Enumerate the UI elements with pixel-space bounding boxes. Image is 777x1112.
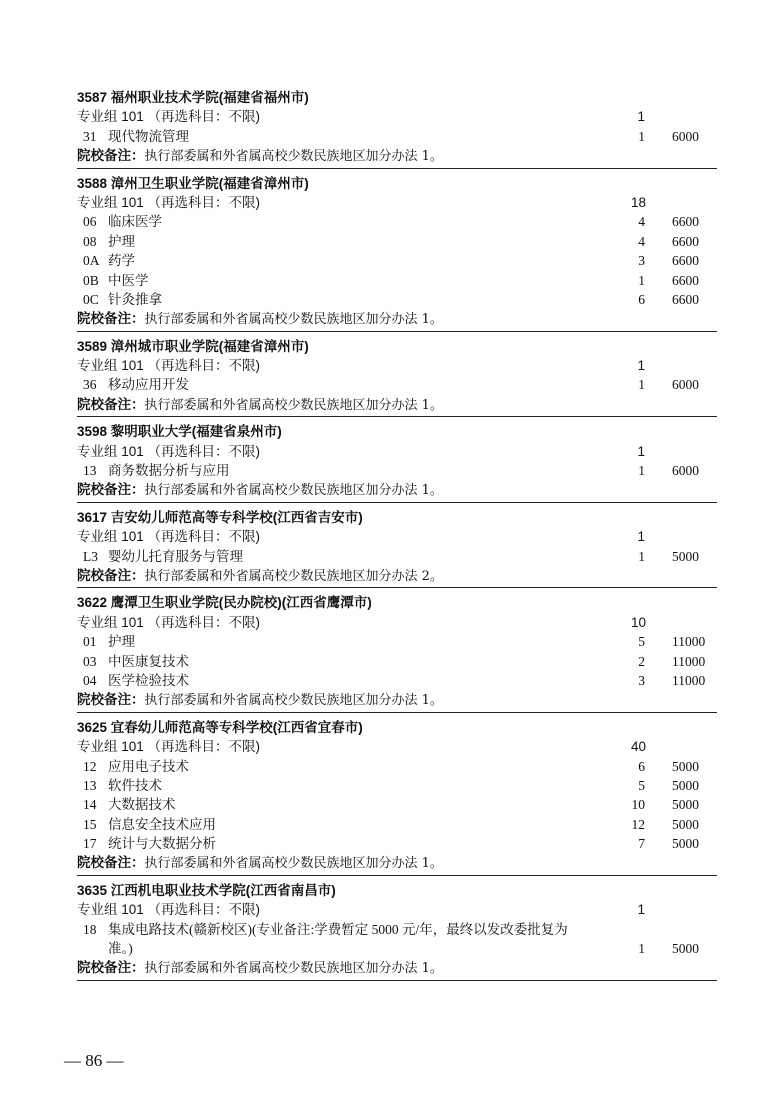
major-name: 临床医学 xyxy=(108,214,162,230)
school-title: 3625 宜春幼儿师范高等专科学校(江西省宜春市) xyxy=(77,719,363,735)
major-code: L3 xyxy=(83,548,98,564)
major-group-row xyxy=(77,356,717,375)
major-tuition-fee: 5000 xyxy=(672,797,699,813)
major-plan-count: 3 xyxy=(638,253,645,269)
major-name: 商务数据分析与应用 xyxy=(108,463,230,479)
school-note xyxy=(77,146,717,165)
major-plan-count: 4 xyxy=(638,214,645,230)
school-block xyxy=(77,88,717,169)
major-group-label: 专业组 101 （再选科目：不限) xyxy=(77,739,261,755)
school-block xyxy=(77,174,717,332)
major-code: 18 xyxy=(83,921,97,937)
major-group-row xyxy=(77,900,717,919)
page-number: — 86 — xyxy=(64,1051,124,1070)
major-group-label: 专业组 101 （再选科目：不限) xyxy=(77,109,261,125)
school-note-text: 执行部委属和外省属高校少数民族地区加分办法 1。 xyxy=(144,149,443,165)
major-code: 0B xyxy=(83,272,99,288)
section-divider xyxy=(77,416,717,417)
major-name: 信息安全技术应用 xyxy=(108,816,216,832)
major-code: 31 xyxy=(83,128,97,144)
major-tuition-fee: 6000 xyxy=(672,463,699,479)
major-group-label: 专业组 101 （再选科目：不限) xyxy=(77,443,261,459)
major-code: 36 xyxy=(83,377,97,393)
school-note-label: 院校备注： xyxy=(77,960,145,976)
major-code: 13 xyxy=(83,777,97,793)
major-tuition-fee: 5000 xyxy=(672,548,699,564)
major-plan-count: 10 xyxy=(631,797,645,813)
school-note-text: 执行部委属和外省属高校少数民族地区加分办法 2。 xyxy=(144,568,443,584)
section-divider xyxy=(77,502,717,503)
school-note xyxy=(77,958,717,977)
school-title: 3589 漳州城市职业学院(福建省漳州市) xyxy=(77,338,309,354)
major-plan-count: 3 xyxy=(638,672,645,688)
major-tuition-fee: 6600 xyxy=(672,233,699,249)
major-plan-count: 1 xyxy=(638,377,645,393)
major-row xyxy=(77,671,717,690)
major-code: 06 xyxy=(83,214,97,230)
school-note-label: 院校备注： xyxy=(77,692,145,708)
major-group-label: 专业组 101 （再选科目：不限) xyxy=(77,529,261,545)
major-row xyxy=(77,251,717,270)
major-plan-count: 7 xyxy=(638,836,645,852)
major-code: 08 xyxy=(83,233,97,249)
major-group-count: 18 xyxy=(631,194,647,210)
major-tuition-fee: 6600 xyxy=(672,253,699,269)
major-code: 01 xyxy=(83,634,97,650)
major-row xyxy=(77,547,717,566)
major-tuition-fee: 6600 xyxy=(672,291,699,307)
major-row xyxy=(77,834,717,853)
major-plan-count: 2 xyxy=(638,653,645,669)
major-code: 04 xyxy=(83,672,97,688)
major-tuition-fee: 5000 xyxy=(672,836,699,852)
major-plan-count: 1 xyxy=(638,272,645,288)
major-name: 统计与大数据分析 xyxy=(108,836,216,852)
school-note xyxy=(77,853,717,872)
section-divider xyxy=(77,587,717,588)
major-row xyxy=(77,271,717,290)
major-name: 护理 xyxy=(108,634,135,650)
major-tuition-fee: 11000 xyxy=(672,653,706,669)
school-note-text: 执行部委属和外省属高校少数民族地区加分办法 1。 xyxy=(144,693,443,709)
major-plan-count: 4 xyxy=(638,233,645,249)
section-divider xyxy=(77,875,717,876)
major-plan-count: 1 xyxy=(638,128,645,144)
major-tuition-fee: 6000 xyxy=(672,377,699,393)
major-name: 大数据技术 xyxy=(108,797,176,813)
major-plan-count: 1 xyxy=(638,941,645,957)
major-tuition-fee: 11000 xyxy=(672,634,706,650)
school-note-text: 执行部委属和外省属高校少数民族地区加分办法 1。 xyxy=(144,397,443,413)
major-tuition-fee: 5000 xyxy=(672,816,699,832)
major-group-row xyxy=(77,527,717,546)
major-group-count: 40 xyxy=(631,739,647,755)
school-note-text: 执行部委属和外省属高校少数民族地区加分办法 1。 xyxy=(144,856,443,872)
major-name: 中医学 xyxy=(108,272,149,288)
major-plan-count: 6 xyxy=(638,758,645,774)
school-note-text: 执行部委属和外省属高校少数民族地区加分办法 1。 xyxy=(144,312,443,328)
major-row xyxy=(77,795,717,814)
major-group-row xyxy=(77,613,717,632)
school-block xyxy=(77,508,717,589)
major-group-row xyxy=(77,737,717,756)
major-row xyxy=(77,232,717,251)
school-note xyxy=(77,309,717,328)
major-group-row xyxy=(77,193,717,212)
major-row xyxy=(77,632,717,651)
major-row xyxy=(77,652,717,671)
section-divider xyxy=(77,168,717,169)
major-row xyxy=(77,757,717,776)
school-title: 3622 鹰潭卫生职业学院(民办院校)(江西省鹰潭市) xyxy=(77,595,372,611)
major-name: 护理 xyxy=(108,233,135,249)
school-note xyxy=(77,395,717,414)
school-title: 3598 黎明职业大学(福建省泉州市) xyxy=(77,424,282,440)
major-group-label: 专业组 101 （再选科目：不限) xyxy=(77,902,261,918)
major-code: 0A xyxy=(83,253,100,269)
school-note-label: 院校备注： xyxy=(77,855,145,871)
school-note-label: 院校备注： xyxy=(77,567,145,583)
major-plan-count: 6 xyxy=(638,291,645,307)
major-tuition-fee: 5000 xyxy=(672,941,699,957)
major-plan-count: 1 xyxy=(638,463,645,479)
school-block xyxy=(77,718,717,876)
major-row xyxy=(77,290,717,309)
major-row xyxy=(77,461,717,480)
major-group-count: 1 xyxy=(637,902,645,918)
school-title: 3588 漳州卫生职业学院(福建省漳州市) xyxy=(77,175,309,191)
school-note-label: 院校备注： xyxy=(77,396,145,412)
school-note-label: 院校备注： xyxy=(77,311,145,327)
major-group-label: 专业组 101 （再选科目：不限) xyxy=(77,194,261,210)
major-code: 15 xyxy=(83,816,97,832)
major-plan-count: 12 xyxy=(631,816,645,832)
admission-listing xyxy=(77,88,717,986)
major-plan-count: 5 xyxy=(638,777,645,793)
major-row xyxy=(77,375,717,394)
major-group-count: 1 xyxy=(637,358,645,374)
major-row xyxy=(77,127,717,146)
school-note-text: 执行部委属和外省属高校少数民族地区加分办法 1。 xyxy=(144,961,443,977)
major-tuition-fee: 6000 xyxy=(672,128,699,144)
major-name: 集成电路技术(赣新校区)(专业备注:学费暂定 5000 元/年，最终以发改委批复为准。) xyxy=(108,921,568,957)
major-group-row xyxy=(77,442,717,461)
major-name: 针灸推拿 xyxy=(108,291,162,307)
school-title: 3587 福州职业技术学院(福建省福州市) xyxy=(77,90,309,105)
major-name: 婴幼儿托育服务与管理 xyxy=(108,548,243,564)
major-plan-count: 5 xyxy=(638,634,645,650)
school-note-text: 执行部委属和外省属高校少数民族地区加分办法 1。 xyxy=(144,483,443,499)
school-note xyxy=(77,690,717,709)
school-block xyxy=(77,881,717,981)
major-group-count: 10 xyxy=(631,614,647,630)
section-divider xyxy=(77,331,717,332)
school-note xyxy=(77,480,717,499)
major-code: 12 xyxy=(83,758,97,774)
school-block xyxy=(77,337,717,418)
major-group-row xyxy=(77,107,717,126)
major-plan-count: 1 xyxy=(638,548,645,564)
major-tuition-fee: 5000 xyxy=(672,758,699,774)
major-tuition-fee: 6600 xyxy=(672,214,699,230)
school-note xyxy=(77,566,717,585)
major-row xyxy=(77,920,717,959)
major-group-count: 1 xyxy=(637,529,645,545)
school-block xyxy=(77,422,717,503)
section-divider xyxy=(77,712,717,713)
major-tuition-fee: 6600 xyxy=(672,272,699,288)
major-name: 应用电子技术 xyxy=(108,758,189,774)
section-divider xyxy=(77,980,717,981)
school-title: 3617 吉安幼儿师范高等专科学校(江西省吉安市) xyxy=(77,509,363,525)
major-code: 17 xyxy=(83,836,97,852)
major-group-label: 专业组 101 （再选科目：不限) xyxy=(77,358,261,374)
major-name: 中医康复技术 xyxy=(108,653,189,669)
school-note-label: 院校备注： xyxy=(77,148,145,164)
major-tuition-fee: 11000 xyxy=(672,672,706,688)
school-title: 3635 江西机电职业技术学院(江西省南昌市) xyxy=(77,882,336,898)
major-name: 药学 xyxy=(108,253,135,269)
major-tuition-fee: 5000 xyxy=(672,777,699,793)
major-name: 移动应用开发 xyxy=(108,377,189,393)
major-group-count: 1 xyxy=(637,109,645,125)
major-group-label: 专业组 101 （再选科目：不限) xyxy=(77,614,261,630)
major-row xyxy=(77,815,717,834)
major-name: 医学检验技术 xyxy=(108,672,189,688)
major-row xyxy=(77,776,717,795)
school-note-label: 院校备注： xyxy=(77,482,145,498)
major-group-count: 1 xyxy=(637,443,645,459)
major-code: 0C xyxy=(83,291,99,307)
major-code: 14 xyxy=(83,797,97,813)
major-code: 13 xyxy=(83,463,97,479)
major-code: 03 xyxy=(83,653,97,669)
school-block xyxy=(77,593,717,712)
major-row xyxy=(77,212,717,231)
major-name: 现代物流管理 xyxy=(108,128,189,144)
major-name: 软件技术 xyxy=(108,777,162,793)
